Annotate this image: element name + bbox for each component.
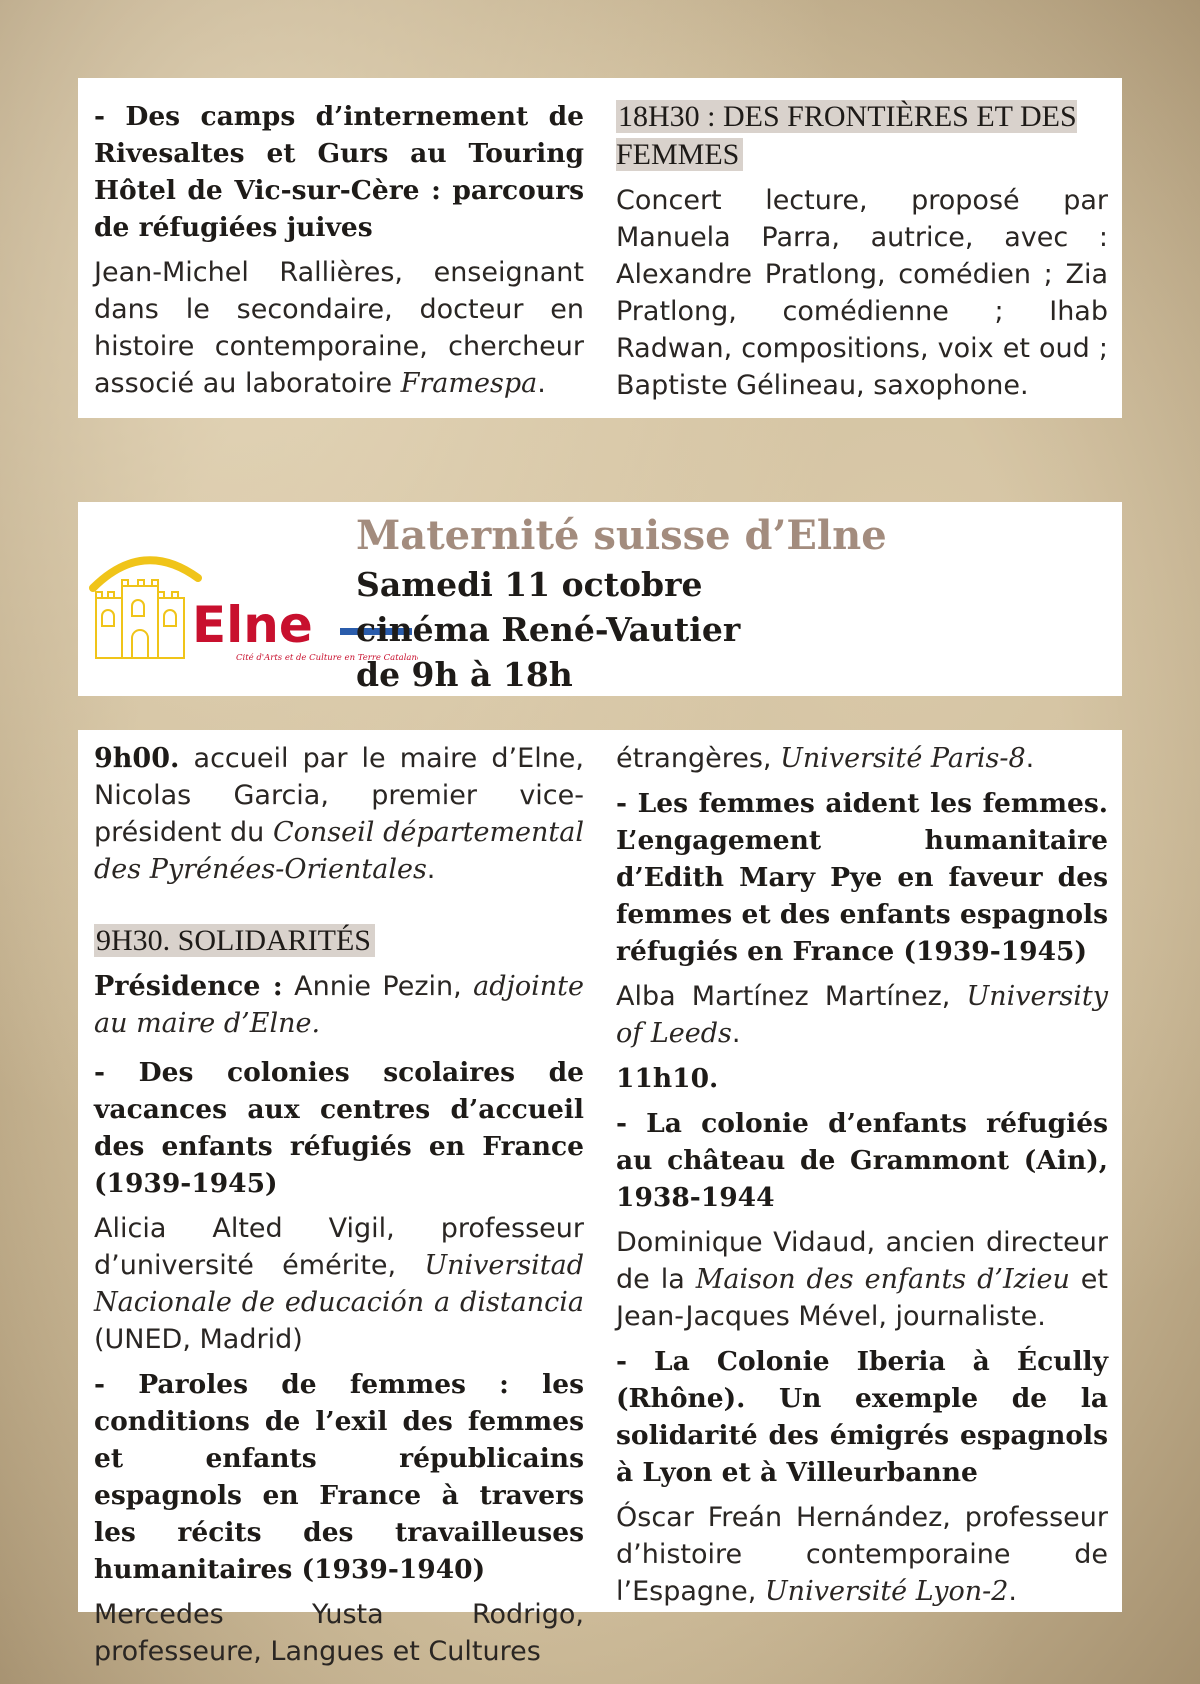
main-left-column bbox=[94, 740, 584, 1670]
speaker-info: Alicia Alted Vigil, professeur d’université émérite, Universitad Nacionale de educación a distancia (UNED, Madrid) bbox=[94, 1213, 584, 1355]
main-program-box bbox=[78, 730, 1122, 1667]
event-header-text bbox=[356, 510, 887, 697]
speaker-info-continued: étrangères, Université Paris-8. bbox=[616, 743, 1035, 774]
speaker-info: Óscar Freán Hernández, professeur d’histoire contemporaine de l’Espagne, Université Lyon-2. bbox=[616, 1502, 1108, 1607]
top-left-column bbox=[94, 98, 584, 402]
presidence-text: Présidence : Annie Pezin, adjointe au maire d’Elne. bbox=[94, 971, 584, 1039]
concert-description: Concert lecture, proposé par Manuela Parra, autrice, avec : Alexandre Pratlong, comédien ; Zia Pratlong, comédienne ; Ihab Radwan, compositions, voix et oud ; Baptiste Gélineau, saxophone. bbox=[616, 185, 1108, 401]
event-date: Samedi 11 octobre bbox=[356, 565, 703, 604]
talk-title: - Les femmes aident les femmes. L’engagement humanitaire d’Edith Mary Pye en faveur des femmes et des enfants espagnols réfugiés en France (1939-1945) bbox=[616, 788, 1108, 967]
speaker-info: Alba Martínez Martínez, University of Leeds. bbox=[616, 981, 1108, 1049]
logo-tagline: Cité d'Arts et de Culture en Terre Catalane bbox=[236, 653, 418, 663]
session-heading: 9H30. SOLIDARITÉS bbox=[94, 922, 584, 960]
welcome-text: 9h00. accueil par le maire d’Elne, Nicolas Garcia, premier vice-président du Conseil départemental des Pyrénées-Orientales. bbox=[94, 743, 584, 885]
talk-title: - Des camps d’internement de Rivesaltes et Gurs au Touring Hôtel de Vic-sur-Cère : parcours de réfugiées juives bbox=[94, 101, 584, 243]
session-heading: 18H30 : DES FRONTIÈRES ET DES FEMMES bbox=[616, 100, 1077, 171]
talk-title: - La Colonie Iberia à Écully (Rhône). Un exemple de la solidarité des émigrés espagnols à Lyon et à Villeurbanne bbox=[616, 1346, 1108, 1488]
talk-title: - La colonie d’enfants réfugiés au château de Grammont (Ain), 1938-1944 bbox=[616, 1108, 1108, 1213]
event-title: Maternité suisse d’Elne bbox=[356, 512, 887, 559]
event-header-box bbox=[78, 502, 1122, 696]
speaker-info: Dominique Vidaud, ancien directeur de la Maison des enfants d’Izieu et Jean-Jacques Mével, journaliste. bbox=[616, 1227, 1109, 1332]
logo-wordmark: Elne bbox=[192, 596, 313, 654]
time-marker: 11h10. bbox=[616, 1063, 719, 1094]
top-right-column bbox=[616, 98, 1108, 404]
top-program-box bbox=[78, 78, 1122, 418]
event-venue: cinéma René-Vautier bbox=[356, 610, 741, 649]
event-hours: de 9h à 18h bbox=[356, 655, 573, 694]
talk-title: - Paroles de femmes : les conditions de l’exil des femmes et enfants républicains espagnols en France à travers les récits des travailleuses humanitaires (1939-1940) bbox=[94, 1369, 584, 1585]
speaker-info: Mercedes Yusta Rodrigo, professeure, Langues et Cultures bbox=[94, 1599, 584, 1667]
speaker-info: Jean-Michel Rallières, enseignant dans le secondaire, docteur en histoire contemporaine, chercheur associé au laboratoire Framespa. bbox=[94, 257, 584, 399]
main-right-column bbox=[616, 740, 1108, 1610]
talk-title: - Des colonies scolaires de vacances aux centres d’accueil des enfants réfugiés en France (1939-1945) bbox=[94, 1057, 584, 1199]
